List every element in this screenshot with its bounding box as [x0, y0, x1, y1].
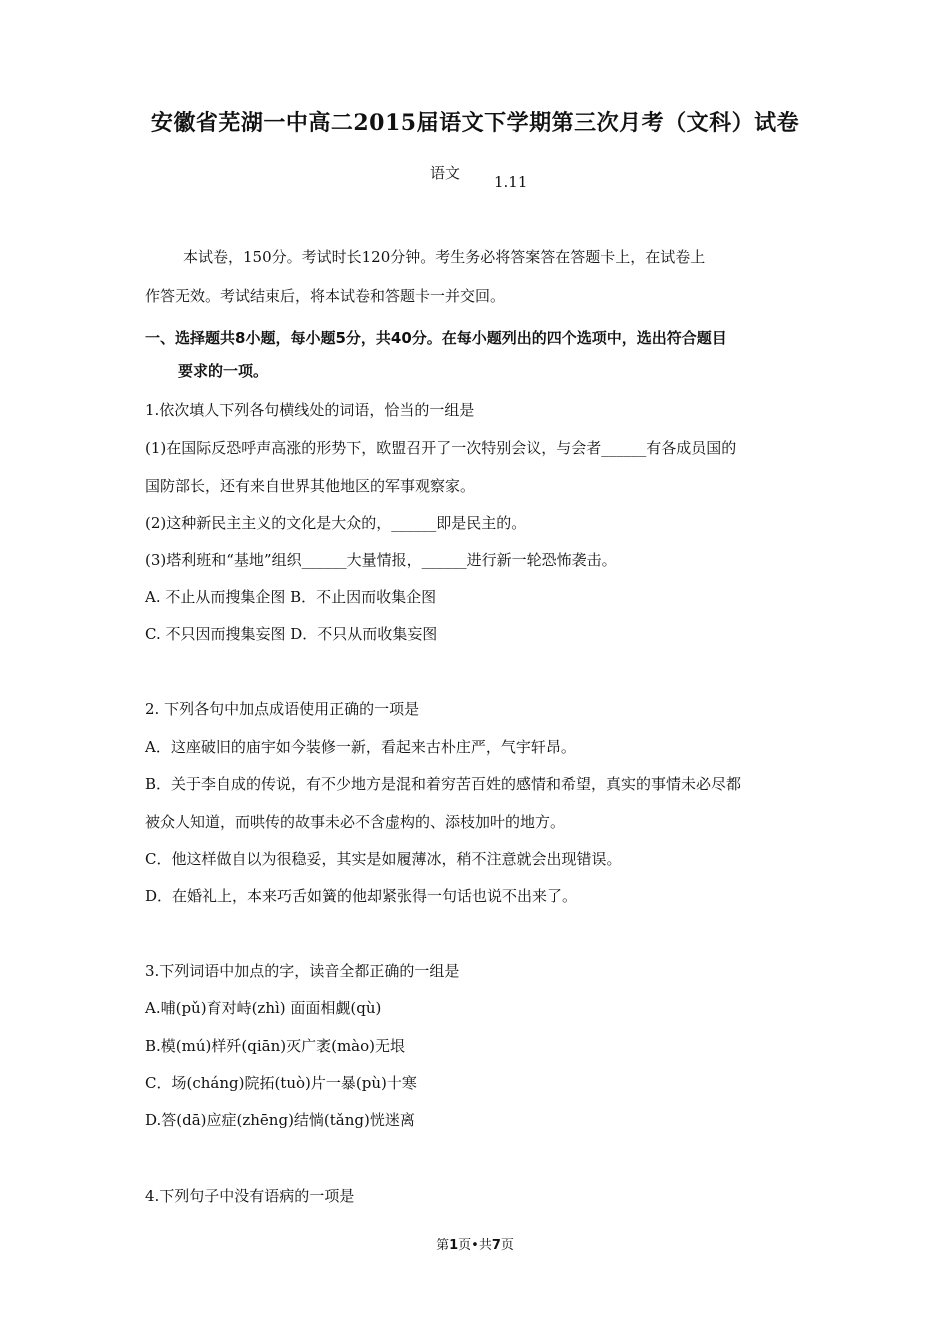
footer-suffix: 页: [500, 1238, 514, 1253]
subject-label: 语文: [430, 164, 461, 182]
question-2-option-a: A．这座破旧的庙宇如今装修一新，看起来古朴庄严，气宇轩昂。: [145, 738, 576, 756]
question-1-sentence-2: (2)这种新民主主义的文化是大众的，______即是民主的。: [145, 514, 527, 532]
total-page-number: 7: [491, 1238, 501, 1253]
question-3-stem: 3.下列词语中加点的字，读音全都正确的一组是: [145, 962, 460, 980]
question-3-option-a: A.哺(pǔ)育对峙(zhì) 面面相觑(qù): [145, 999, 382, 1017]
question-3-option-b: B.模(mú)样歼(qiān)灭广袤(mào)无垠: [145, 1037, 405, 1055]
intro-line-1: 本试卷，150分。考试时长120分钟。考生务必将答案答在答题卡上，在试卷上: [183, 248, 706, 266]
question-1-options-cd: C. 不只因而搜集妄图 D．不只从而收集妄图: [145, 625, 438, 643]
question-2-option-c: C．他这样做自以为很稳妥，其实是如履薄冰，稍不注意就会出现错误。: [145, 850, 622, 868]
section-heading-line-1: 一、选择题共8小题，每小题5分，共40分。在每小题列出的四个选项中，选出符合题目: [145, 329, 727, 347]
footer-middle: 页•共: [458, 1238, 492, 1253]
question-1-options-ab: A. 不止从而搜集企图 B．不止因而收集企图: [145, 588, 437, 606]
intro-line-2: 作答无效。考试结束后，将本试卷和答题卡一并交回。: [145, 287, 506, 305]
question-2-option-b-line-1: B．关于李自成的传说，有不少地方是混和着穷苦百姓的感情和希望，真实的事情未必尽都: [145, 775, 742, 793]
page-footer: [0, 1234, 950, 1253]
question-2-stem: 2. 下列各句中加点成语使用正确的一项是: [145, 700, 420, 718]
question-3-option-c: C．场(cháng)院拓(tuò)片一暴(pù)十寒: [145, 1074, 417, 1092]
section-heading-line-2: 要求的一项。: [178, 362, 269, 380]
question-2-option-b-line-2: 被众人知道，而哄传的故事未必不含虚构的、添枝加叶的地方。: [145, 813, 566, 831]
question-4-stem: 4.下列句子中没有语病的一项是: [145, 1187, 355, 1205]
question-2-option-d: D．在婚礼上，本来巧舌如簧的他却紧张得一句话也说不出来了。: [145, 887, 578, 905]
question-3-option-d: D.答(dā)应症(zhēng)结惝(tǎng)恍迷离: [145, 1111, 415, 1129]
date-label: 1.11: [494, 173, 528, 191]
footer-prefix: 第: [436, 1238, 450, 1253]
question-1-sentence-1b: 国防部长，还有来自世界其他地区的军事观察家。: [145, 477, 476, 495]
page-title: 安徽省芜湖一中高二2015届语文下学期第三次月考（文科）试卷: [150, 110, 800, 136]
question-1-sentence-3: (3)塔利班和“基地”组织______大量情报，______进行新一轮恐怖袭击。: [145, 551, 617, 569]
question-1-stem: 1.依次填人下列各句横线处的词语，恰当的一组是: [145, 401, 475, 419]
current-page-number: 1: [449, 1238, 459, 1253]
question-1-sentence-1a: (1)在国际反恐呼声高涨的形势下，欧盟召开了一次特别会议，与会者______有各成员国的: [145, 439, 737, 457]
